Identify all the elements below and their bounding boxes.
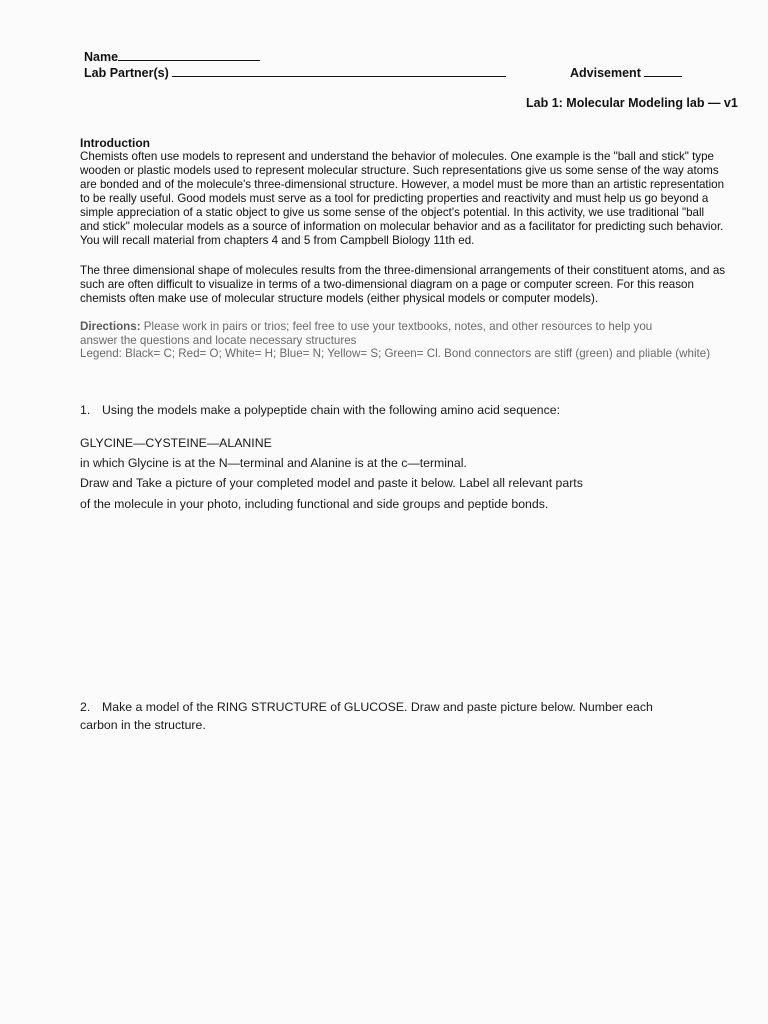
advisement-blank bbox=[644, 64, 682, 77]
introduction-heading: Introduction bbox=[80, 136, 150, 150]
name-field bbox=[84, 48, 260, 64]
name-blank bbox=[118, 48, 260, 61]
question-1-prompt: Using the models make a polypeptide chain with the following amino acid sequence: bbox=[102, 403, 560, 417]
question-1-line-2: in which Glycine is at the N—terminal and Alanine is at the c—terminal. bbox=[80, 456, 467, 470]
legend-text: Legend: Black= C; Red= O; White= H; Blue= N; Yellow= S; Green= Cl. Bond connectors are stiff (green) and pliable (white) bbox=[80, 347, 711, 360]
question-2-line-1: Make a model of the RING STRUCTURE of GLUCOSE. Draw and paste picture below. Number each bbox=[102, 700, 653, 714]
directions-text: Please work in pairs or trios; feel free to use your textbooks, notes, and other resources to help you bbox=[140, 320, 653, 333]
name-label: Name bbox=[84, 50, 119, 64]
lab-partner-field bbox=[84, 64, 506, 80]
advisement-label: Advisement bbox=[570, 66, 641, 80]
question-2-number: 2. bbox=[80, 700, 91, 714]
directions-block bbox=[80, 320, 740, 361]
question-2-line-2: carbon in the structure. bbox=[80, 718, 206, 732]
introduction-paragraph-2: The three dimensional shape of molecules results from the three-dimensional arrangements of their constituent atoms, and as such are often difficult to visualize in terms of a two-dimensional diagram on a page or computer screen. For this reason chemists often make use of molecular structure models (either physical models or computer models). bbox=[80, 264, 726, 305]
directions-label: Directions: bbox=[80, 320, 141, 333]
question-1-sequence: GLYCINE—CYSTEINE—ALANINE bbox=[80, 436, 272, 450]
advisement-field bbox=[570, 64, 682, 80]
lab-title: Lab 1: Molecular Modeling lab — v1 bbox=[526, 96, 738, 110]
lab-partner-blank bbox=[172, 64, 506, 77]
question-1-line-3: Draw and Take a picture of your completed model and paste it below. Label all relevant parts bbox=[80, 476, 583, 490]
question-1-number: 1. bbox=[80, 403, 91, 417]
lab-partner-label: Lab Partner(s) bbox=[84, 66, 169, 80]
question-1-line-4: of the molecule in your photo, including functional and side groups and peptide bonds. bbox=[80, 497, 549, 511]
introduction-paragraph-1: Chemists often use models to represent and understand the behavior of molecules. One example is the "ball and stick" type wooden or plastic models used to represent molecular structure. Such representations give us some sense of the way atoms are bonded and of the molecule's three-dimensional structure. However, a model must be more than an artistic representation to be really useful. Good models must serve as a tool for predicting properties and reactivity and must help us go beyond a simple appreciation of a static object to give us some sense of the object's potential. In this activity, we use traditional "ball and stick" molecular models as a source of information on molecular behavior and as a facilitator for predicting such behavior. You will recall material from chapters 4 and 5 from Campbell Biology 11th ed. bbox=[80, 150, 725, 247]
directions-line-2: answer the questions and locate necessary structures bbox=[80, 333, 357, 347]
